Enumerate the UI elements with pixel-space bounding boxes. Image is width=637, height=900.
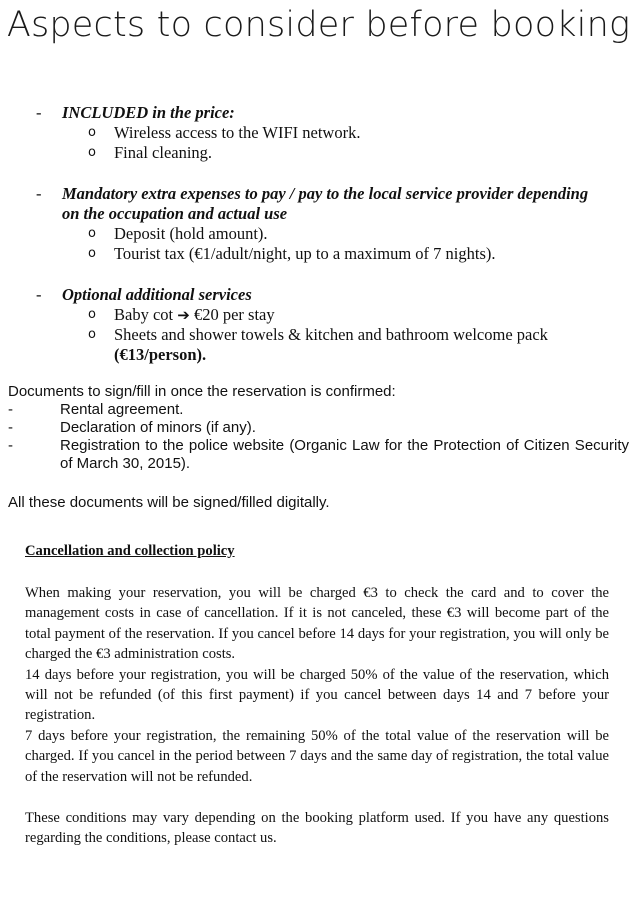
list-item <box>36 305 636 325</box>
arrow-right-icon: ➔ <box>177 306 190 324</box>
policy-paragraph: 7 days before your registration, the remaining 50% of the total value of the reservation will be charged. If you cancel in the period between 7 days and the same day of registration, the total value of the reservation will not be refunded. <box>25 727 609 785</box>
documents-outro: All these documents will be signed/filled digitally. <box>8 494 330 511</box>
mandatory-section <box>36 184 636 264</box>
circle-bullet-icon: o <box>88 327 96 342</box>
policy-closing: These conditions may vary depending on the booking platform used. If you have any questions regarding the conditions, please contact us. <box>25 810 609 847</box>
list-item <box>8 419 633 437</box>
mandatory-heading-line2: on the occupation and actual use <box>62 204 288 223</box>
circle-bullet-icon: o <box>88 307 96 322</box>
documents-intro: Documents to sign/fill in once the reservation is confirmed: <box>8 383 396 400</box>
included-heading-row <box>36 103 636 123</box>
sheets-text: Sheets and shower towels & kitchen and bathroom welcome pack <box>114 325 548 344</box>
document-declaration-minors: Declaration of minors (if any). <box>60 419 256 436</box>
list-item <box>8 401 633 419</box>
optional-heading: Optional additional services <box>62 285 252 304</box>
list-item <box>8 437 633 473</box>
baby-cot-label: Baby cot <box>114 305 174 324</box>
dash-bullet: - <box>8 419 13 436</box>
mandatory-heading-row <box>36 184 636 224</box>
documents-section <box>8 383 633 473</box>
policy-title: Cancellation and collection policy <box>25 543 235 559</box>
list-item <box>36 325 636 365</box>
included-item-wifi: Wireless access to the WIFI network. <box>114 123 361 142</box>
dash-bullet: - <box>8 437 13 454</box>
baby-cot-price: €20 per stay <box>193 305 275 324</box>
dash-bullet: - <box>8 401 13 418</box>
mandatory-item-tourist-tax: Tourist tax (€1/adult/night, up to a maximum of 7 nights). <box>114 244 496 263</box>
policy-paragraph: 14 days before your registration, you will be charged 50% of the value of the reservation, which will not be refunded (of this first payment) if you cancel between days 14 and 7 before your registration. <box>25 666 609 724</box>
sheets-price: (€13/person). <box>114 345 207 364</box>
optional-item-sheets <box>114 325 548 365</box>
optional-section <box>36 285 636 365</box>
optional-item-baby-cot <box>114 305 275 325</box>
policy-body <box>25 583 609 787</box>
list-item <box>36 123 636 143</box>
list-item <box>36 143 636 163</box>
circle-bullet-icon: o <box>88 246 96 261</box>
dash-bullet: - <box>36 184 42 203</box>
included-heading: INCLUDED in the price: <box>62 103 235 122</box>
circle-bullet-icon: o <box>88 125 96 140</box>
dash-bullet: - <box>36 103 42 122</box>
included-item-cleaning: Final cleaning. <box>114 143 213 162</box>
mandatory-heading-line1: Mandatory extra expenses to pay / pay to the local service provider depending <box>62 184 589 203</box>
circle-bullet-icon: o <box>88 145 96 160</box>
list-item <box>36 244 636 264</box>
mandatory-heading <box>62 184 588 224</box>
dash-bullet: - <box>36 285 42 304</box>
document-police-registration: Registration to the police website (Organic Law for the Protection of Citizen Security of March 30, 2015). <box>60 437 629 472</box>
page-title: Aspects to consider before booking <box>6 5 631 45</box>
included-section <box>36 103 636 163</box>
list-item <box>36 224 636 244</box>
policy-paragraph: When making your reservation, you will be charged €3 to check the card and to cover the management costs in case of cancellation. If it is not canceled, these €3 will become part of the total payment of the reservation. If you cancel before 14 days for your registration, you will only be charged the €3 administration costs. <box>25 585 609 663</box>
mandatory-item-deposit: Deposit (hold amount). <box>114 224 268 243</box>
optional-heading-row <box>36 285 636 305</box>
circle-bullet-icon: o <box>88 226 96 241</box>
document-rental-agreement: Rental agreement. <box>60 401 184 418</box>
